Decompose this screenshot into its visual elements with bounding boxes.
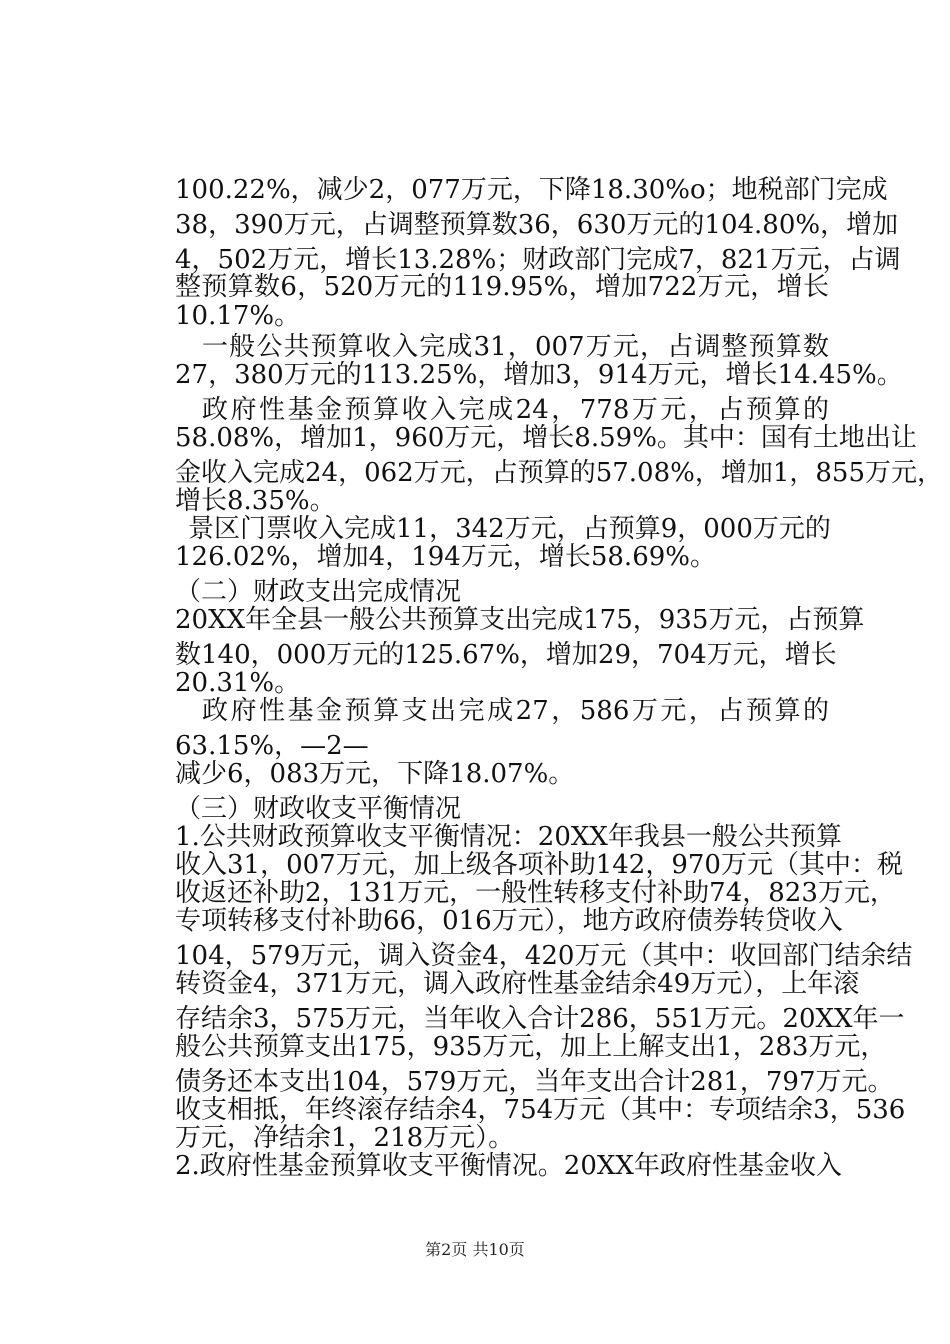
text-line: 2.政府性基金预算收支平衡情况。20XX年政府性基金收入 [175,1151,842,1181]
text-line: 减少6，083万元，下降18.07%。 [175,759,575,789]
text-line: 20XX年全县一般公共预算支出完成175，935万元，占预算 [175,605,865,635]
text-line: 收支相抵，年终滚存结余4，754万元（其中：专项结余3，536 [175,1095,906,1125]
text-line: 100.22%，减少2，077万元，下降18.30%o；地税部门完成 [175,175,888,205]
text-line: 整预算数6，520万元的119.95%，增加722万元，增长 [175,272,829,302]
section-heading: （二）财政支出完成情况 [175,577,462,607]
text-line: 景区门票收入完成11，342万元，占预算9，000万元的 [188,514,831,544]
text-line: 存结余3，575万元，当年收入合计286，551万元。20XX年一 [175,1004,905,1034]
text-line: 政府性基金预算收入完成24，778万元，占预算的 [202,395,829,425]
text-line: 27，380万元的113.25%，增加3，914万元，增长14.45%。 [175,360,903,390]
text-line: 10.17%。 [175,301,301,331]
text-line: 1.公共财政预算收支平衡情况：20XX年我县一般公共预算 [175,822,842,852]
text-line: 增长8.35%。 [175,486,336,516]
section-heading: （三）财政收支平衡情况 [175,794,462,824]
text-line: 20.31%。 [175,668,301,698]
text-line: 金收入完成24，062万元，占预算的57.08%，增加1，855万元， [175,458,944,488]
text-line: 数140，000万元的125.67%，增加29，704万元，增长 [175,640,837,670]
text-line: 专项转移支付补助66，016万元），地方政府债券转贷收入 [175,906,843,936]
text-line: 转资金4，371万元，调入政府性基金结余49万元），上年滚 [175,969,860,999]
text-line: 4，502万元，增长13.28%；财政部门完成7，821万元，占调 [175,245,901,275]
text-line: 收返还补助2，131万元，一般性转移支付补助74，823万元， [175,878,896,908]
text-line: 般公共预算支出175，935万元，加上上解支出1，283万元， [175,1032,887,1062]
text-line: 126.02%，增加4，194万元，增长58.69%。 [175,542,716,572]
text-line: 政府性基金预算支出完成27，586万元，占预算的 [202,696,829,726]
text-line: 一般公共预算收入完成31，007万元，占调整预算数 [202,332,829,362]
text-line: 债务还本支出104，579万元，当年支出合计281，797万元。 [175,1067,894,1097]
text-line: 万元，净结余1，218万元）。 [175,1123,515,1153]
text-line: 104，579万元，调入资金4，420万元（其中：收回部门结余结 [175,941,913,971]
page-number-footer: 第2页 共10页 [425,1240,525,1259]
text-line: 58.08%，增加1，960万元，增长8.59%。其中：国有土地出让 [175,423,917,453]
text-line: 收入31，007万元，加上级各项补助142，970万元（其中：税 [175,850,903,880]
text-line: 38，390万元，占调整预算数36，630万元的104.80%，增加 [175,210,899,240]
text-line: 63.15%，—2— [175,731,369,761]
